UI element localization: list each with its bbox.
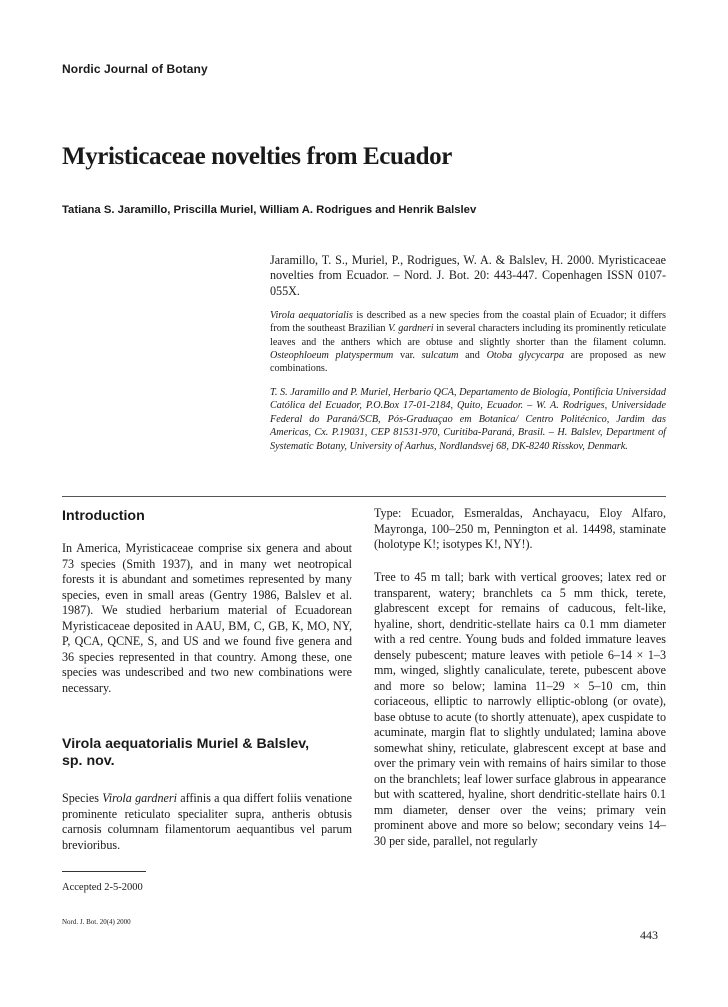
introduction-paragraph: In America, Myristicaceae comprise six genera and about 73 species (Smith 1937), and in many wet neotropical forests it is abundant and sometimes represented by many species, even in small areas (Gentry 1986, Balslev et al. 1987). We studied herbarium material of Ecuadorean Myristicaceae deposited in AAU, BM, C, GB, K, MO, NY, P, QCA, QCNE, S, and US and we found five genera and 36 species represented in that country. Among these, one species was undescribed and two new combinations were necessary. <box>62 541 352 695</box>
abstract <box>270 309 666 375</box>
author-list: Tatiana S. Jaramillo, Priscilla Muriel, William A. Rodrigues and Henrik Balslev <box>62 204 477 216</box>
abstract-text-4: and <box>458 349 487 361</box>
journal-name: Nordic Journal of Botany <box>62 62 208 76</box>
abstract-text-2: in several characters including its prominently reticulate leaves and the anthers which are obtuse and slightly shorter than the filament column. <box>270 323 666 348</box>
introduction-heading: Introduction <box>62 508 145 524</box>
abstract-text-3: var. <box>393 349 422 361</box>
section-divider <box>62 496 666 497</box>
page-number: 443 <box>640 928 658 942</box>
abstract-species-2: V. gardneri <box>388 323 434 335</box>
abstract-species-1: Virola aequatorialis <box>270 310 353 321</box>
footer-journal-citation: Nord. J. Bot. 20(4) 2000 <box>62 918 131 926</box>
accepted-date: Accepted 2-5-2000 <box>62 882 143 893</box>
article-title: Myristicaceae novelties from Ecuador <box>62 143 452 170</box>
footnote-divider <box>62 871 146 872</box>
species-heading: Virola aequatorialis Muriel & Balslev, sp. nov. <box>62 736 310 769</box>
author-affiliations: T. S. Jaramillo and P. Muriel, Herbario QCA, Departamento de Biología, Pontificia Universidad Católica del Ecuador, P.O.Box 17-01-2184, Quito, Ecuador. – W. A. Rodrigues, Universidade Federal do Paraná/SCB, Pós-Graduaçao em Botanica/ Centro Politécnico, Jardim das Americas, Cx. P.19031, CEP 81531-970, Curitiba-Paraná, Brasil. – H. Balslev, Department of Systematic Botany, University of Aarhus, Nordlandsvej 68, DK-8240 Risskov, Denmark. <box>270 387 666 452</box>
latin-species: Virola gardneri <box>102 791 177 805</box>
abstract-species-4: sulcatum <box>421 349 459 361</box>
latin-diagnosis <box>62 791 352 853</box>
citation-block: Jaramillo, T. S., Muriel, P., Rodrigues, W. A. & Balslev, H. 2000. Myristicaceae novelties from Ecuador. – Nord. J. Bot. 20: 443-447. Copenhagen ISSN 0107-055X. <box>270 253 666 298</box>
abstract-species-3: Osteophloeum platyspermum <box>270 349 394 361</box>
latin-pre: Species <box>62 791 103 805</box>
abstract-species-5: Otoba glycycarpa <box>486 349 564 361</box>
latin-post: affinis a qua differt foliis venatione prominente reticulato specialiter supra, antheris obtusis carnosis columnam filamentorum aequantibus vel parum brevioribus. <box>62 791 352 852</box>
abstract-text-5: are proposed as new combinations. <box>270 349 666 375</box>
species-description: Tree to 45 m tall; bark with vertical grooves; latex red or transparent, watery; branchlets ca 5 mm thick, terete, glabrescent except for remains of caducous, felt-like, hyaline, short, dendritic-stellate hairs ca 0.1 mm diameter with a red centre. Young buds and folded immature leaves densely pubescent; mature leaves with petiole 6–14 × 1–3 mm, winged, slightly canaliculate, terete, pubescent above and more so below; lamina 11–29 × 5–10 cm, thin coriaceous, elliptic to narrowly elliptic-oblong (or ovate), base obtuse to acute (to shortly attenuate), apex cuspidate to acuminate, margin flat to slightly undulated; lamina above somewhat shiny, reticulate, glabrescent except at base and over the primary vein with remains of hairs similar to those on the branchlets; leaf lower surface glabrous in appearance but with scattered, hyaline, short dendritic-stellate hairs 0.1 mm diameter, denser over the veins; primary vein prominent above and more so below; secondary veins 14–30 per side, parallel, not regularly <box>374 570 666 848</box>
type-specimen: Type: Ecuador, Esmeraldas, Anchayacu, Eloy Alfaro, Mayronga, 100–250 m, Pennington et al. 14498, staminate (holotype K!; isotypes K!, NY!). <box>374 506 666 551</box>
abstract-text-1: is described as a new species from the coastal plain of Ecuador; it differs from the southeast Brazilian <box>270 310 666 335</box>
